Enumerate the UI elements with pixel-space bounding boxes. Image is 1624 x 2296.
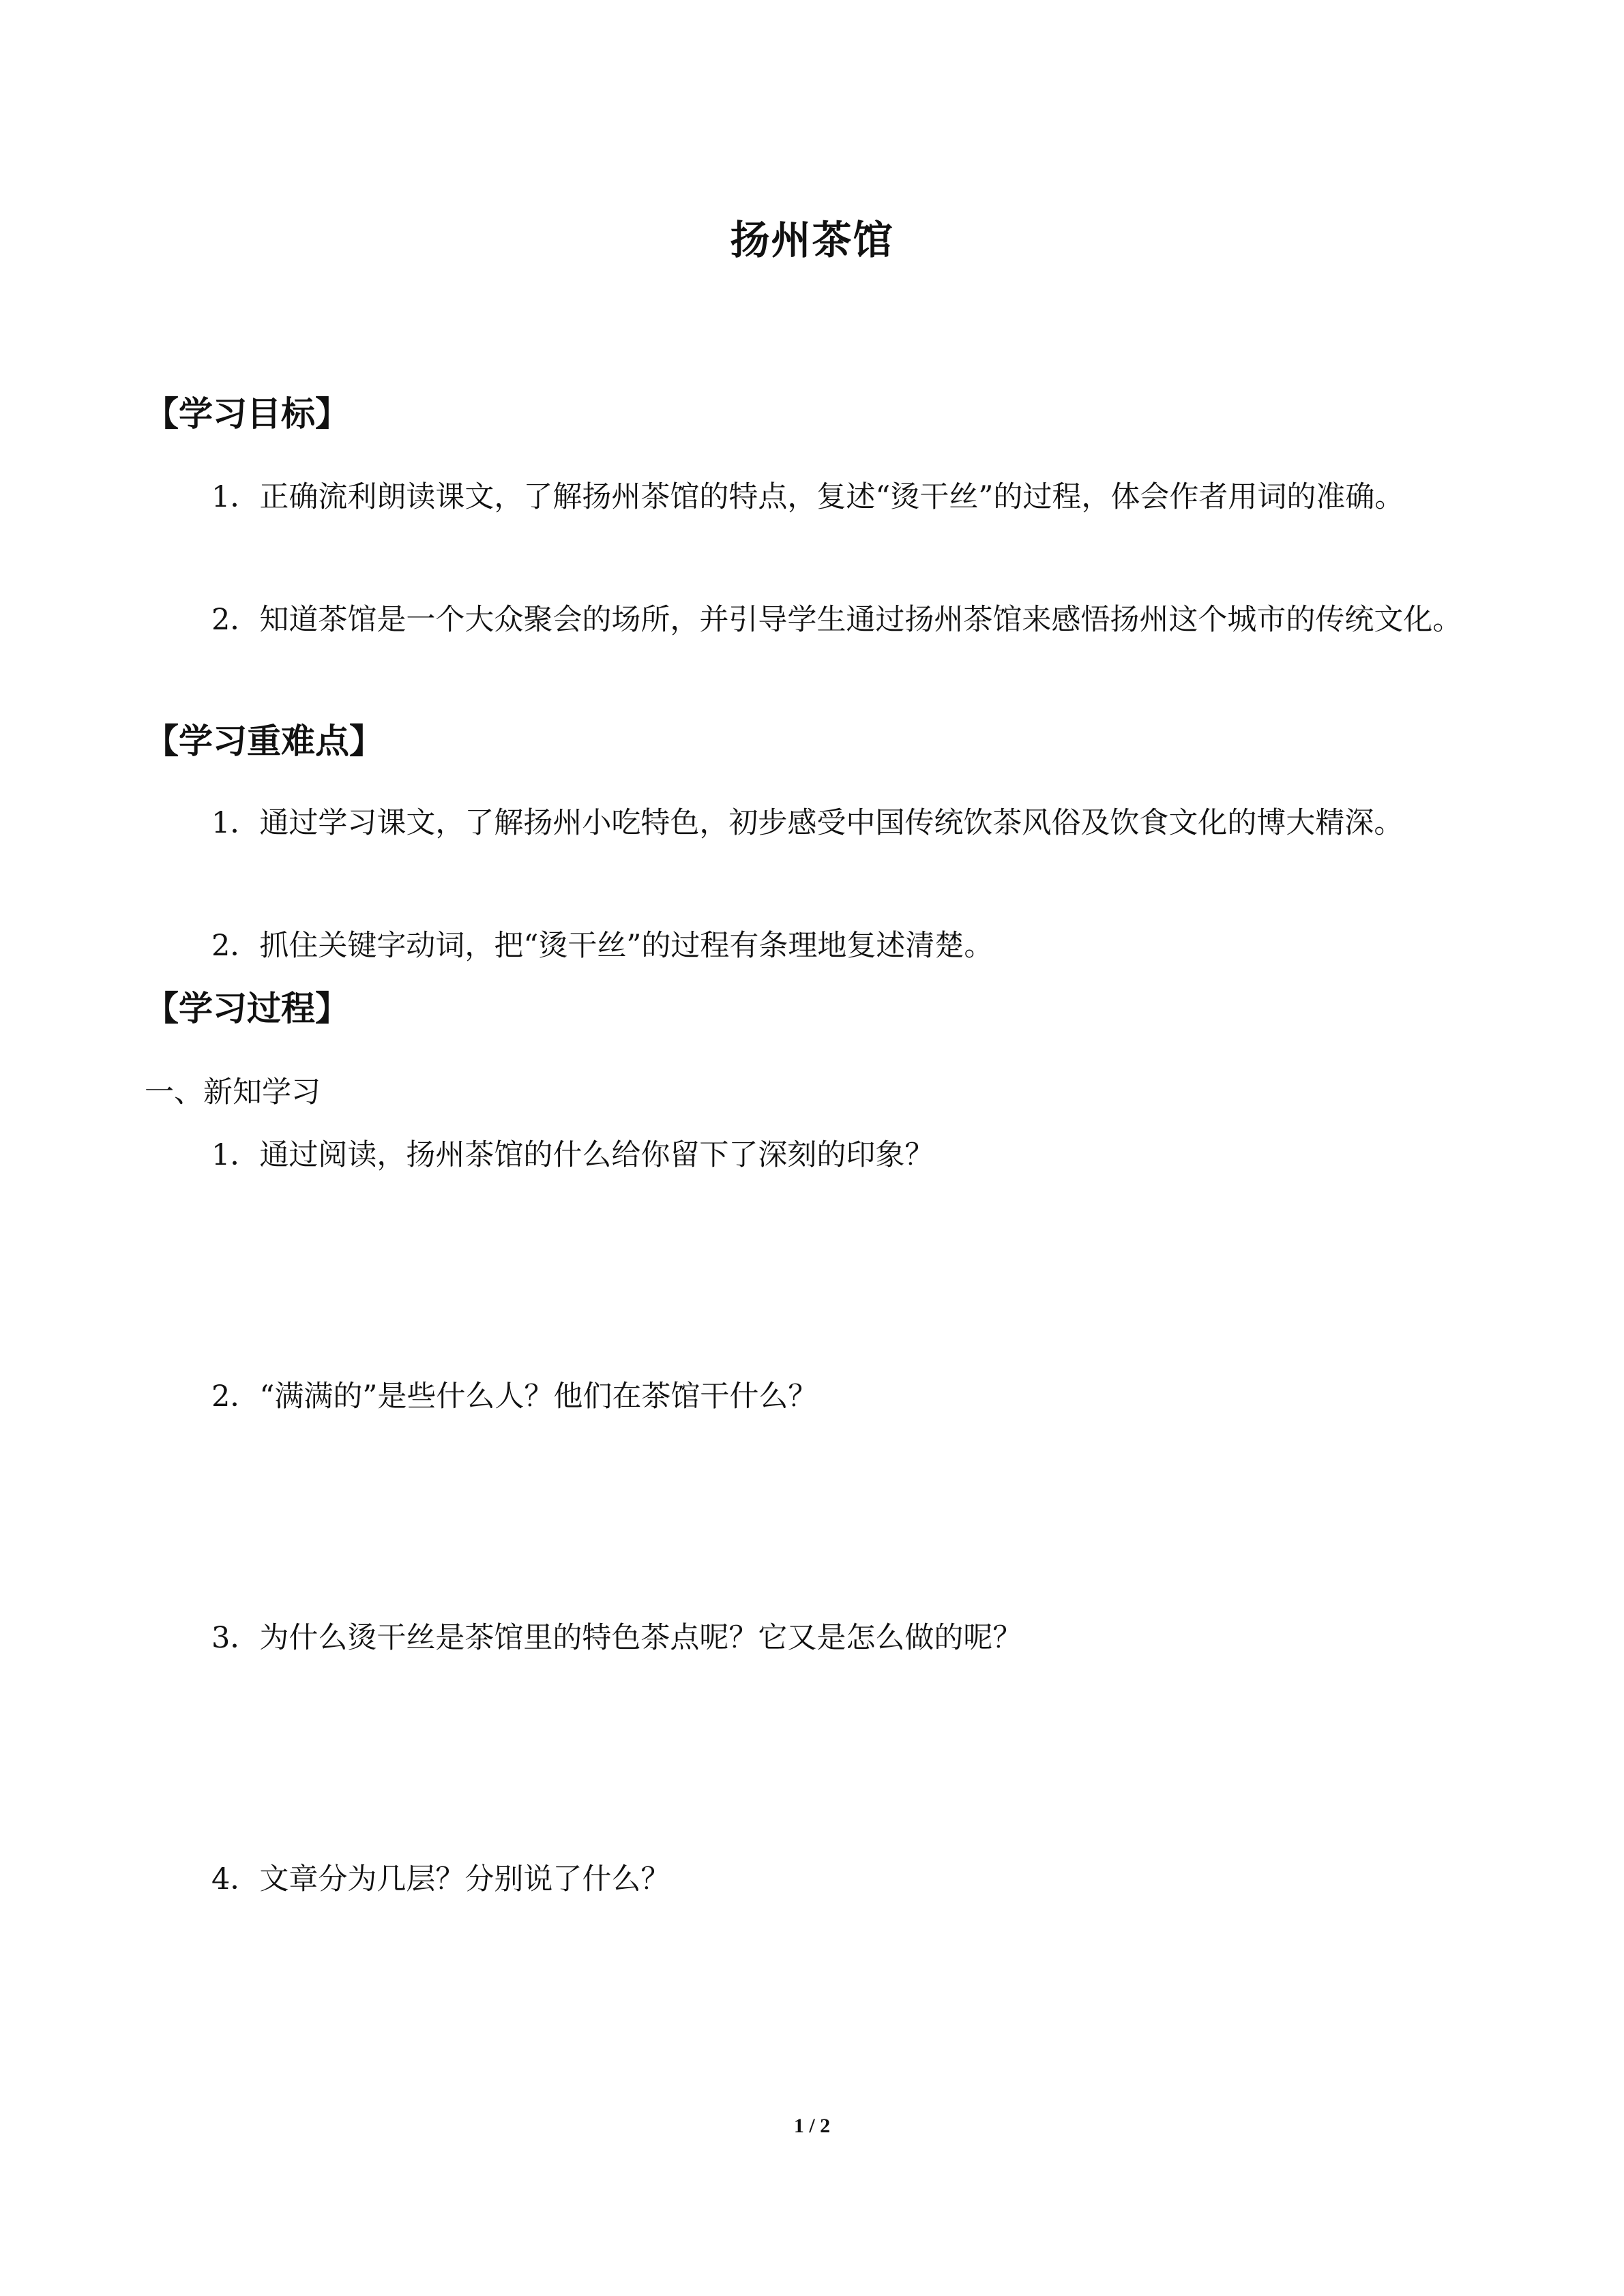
- document-title: 扬州茶馆: [730, 217, 894, 263]
- page-number: 1 / 2: [793, 2115, 831, 2137]
- objective-item-2: 2．知道茶馆是一个大众聚会的场所，并引导学生通过扬州茶馆来感悟扬州这个城市的传统文化。: [211, 603, 1462, 637]
- process-subheading: 一、新知学习: [145, 1075, 321, 1109]
- section-heading-process: 【学习过程】: [145, 989, 349, 1028]
- key-point-item-2: 2．抓住关键字动词，把“烫干丝”的过程有条理地复述清楚。: [211, 929, 994, 963]
- objective-item-1: 1．正确流利朗读课文，了解扬州茶馆的特点，复述“烫干丝”的过程，体会作者用词的准确。: [211, 480, 1404, 514]
- question-2: 2．“满满的”是些什么人？他们在茶馆干什么？: [211, 1380, 818, 1414]
- question-1: 1．通过阅读，扬州茶馆的什么给你留下了深刻的印象？: [211, 1138, 934, 1172]
- section-heading-key-points: 【学习重难点】: [145, 721, 383, 761]
- question-4: 4．文章分为几层？分别说了什么？: [211, 1862, 670, 1896]
- key-point-item-1: 1．通过学习课文，了解扬州小吃特色，初步感受中国传统饮茶风俗及饮食文化的博大精深。: [211, 806, 1404, 840]
- section-heading-objectives: 【学习目标】: [145, 394, 349, 434]
- question-3: 3．为什么烫干丝是茶馆里的特色茶点呢？它又是怎么做的呢？: [211, 1621, 1022, 1655]
